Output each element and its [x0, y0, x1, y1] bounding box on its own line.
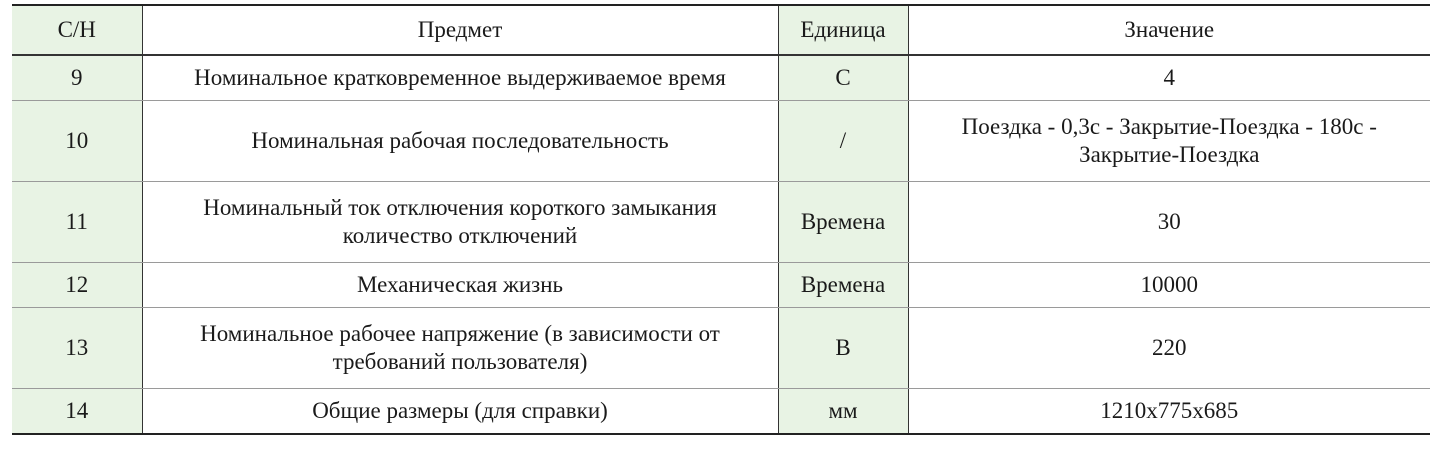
- cell-value: [908, 101, 1430, 182]
- cell-value-line: 10000: [1140, 272, 1198, 297]
- cell-unit: Времена: [778, 182, 908, 263]
- cell-unit: Времена: [778, 263, 908, 308]
- cell-item: [142, 55, 778, 101]
- table-row: [12, 389, 1430, 435]
- cell-unit: С: [778, 55, 908, 101]
- cell-item-line: Номинальная рабочая последовательность: [251, 128, 669, 153]
- cell-value: [908, 182, 1430, 263]
- header-unit: Единица: [778, 5, 908, 55]
- cell-sn: 14: [12, 389, 142, 435]
- cell-unit: В: [778, 308, 908, 389]
- header-value: Значение: [908, 5, 1430, 55]
- cell-value: [908, 308, 1430, 389]
- cell-item: [142, 263, 778, 308]
- cell-value-line: 4: [1163, 65, 1175, 90]
- cell-item-line: Механическая жизнь: [356, 272, 564, 297]
- cell-sn: 10: [12, 101, 142, 182]
- cell-value-line: Поездка - 0,3с - Закрытие-Поездка - 180с -: [961, 114, 1377, 139]
- header-sn: С/Н: [12, 5, 142, 55]
- cell-item-line: Номинальный ток отключения короткого замыкания: [203, 195, 717, 220]
- cell-unit: /: [778, 101, 908, 182]
- cell-item-line: требований пользователя): [332, 349, 588, 374]
- cell-value-line: 30: [1157, 209, 1181, 234]
- cell-unit: мм: [778, 389, 908, 435]
- header-item: Предмет: [142, 5, 778, 55]
- table-header-row: [12, 5, 1430, 55]
- cell-item: [142, 308, 778, 389]
- cell-item-line: Общие размеры (для справки): [312, 398, 608, 423]
- spec-table-container: [12, 4, 1430, 435]
- cell-sn: 11: [12, 182, 142, 263]
- cell-value-line: 220: [1152, 335, 1187, 360]
- cell-sn: 9: [12, 55, 142, 101]
- cell-item-line: Номинальное рабочее напряжение (в зависимости от: [200, 321, 720, 346]
- table-row: [12, 308, 1430, 389]
- table-row: [12, 55, 1430, 101]
- cell-value: [908, 55, 1430, 101]
- cell-value-line: 1210x775x685: [1100, 398, 1239, 423]
- table-row: [12, 101, 1430, 182]
- table-row: [12, 182, 1430, 263]
- cell-item-line: Номинальное кратковременное выдерживаемое время: [194, 65, 726, 90]
- cell-sn: 13: [12, 308, 142, 389]
- cell-value: [908, 263, 1430, 308]
- cell-item: [142, 389, 778, 435]
- cell-value: [908, 389, 1430, 435]
- cell-item: [142, 182, 778, 263]
- cell-item: [142, 101, 778, 182]
- cell-sn: 12: [12, 263, 142, 308]
- table-row: [12, 263, 1430, 308]
- cell-value-line: Закрытие-Поездка: [1079, 142, 1260, 167]
- spec-table: [12, 4, 1430, 435]
- cell-item-line: количество отключений: [342, 223, 578, 248]
